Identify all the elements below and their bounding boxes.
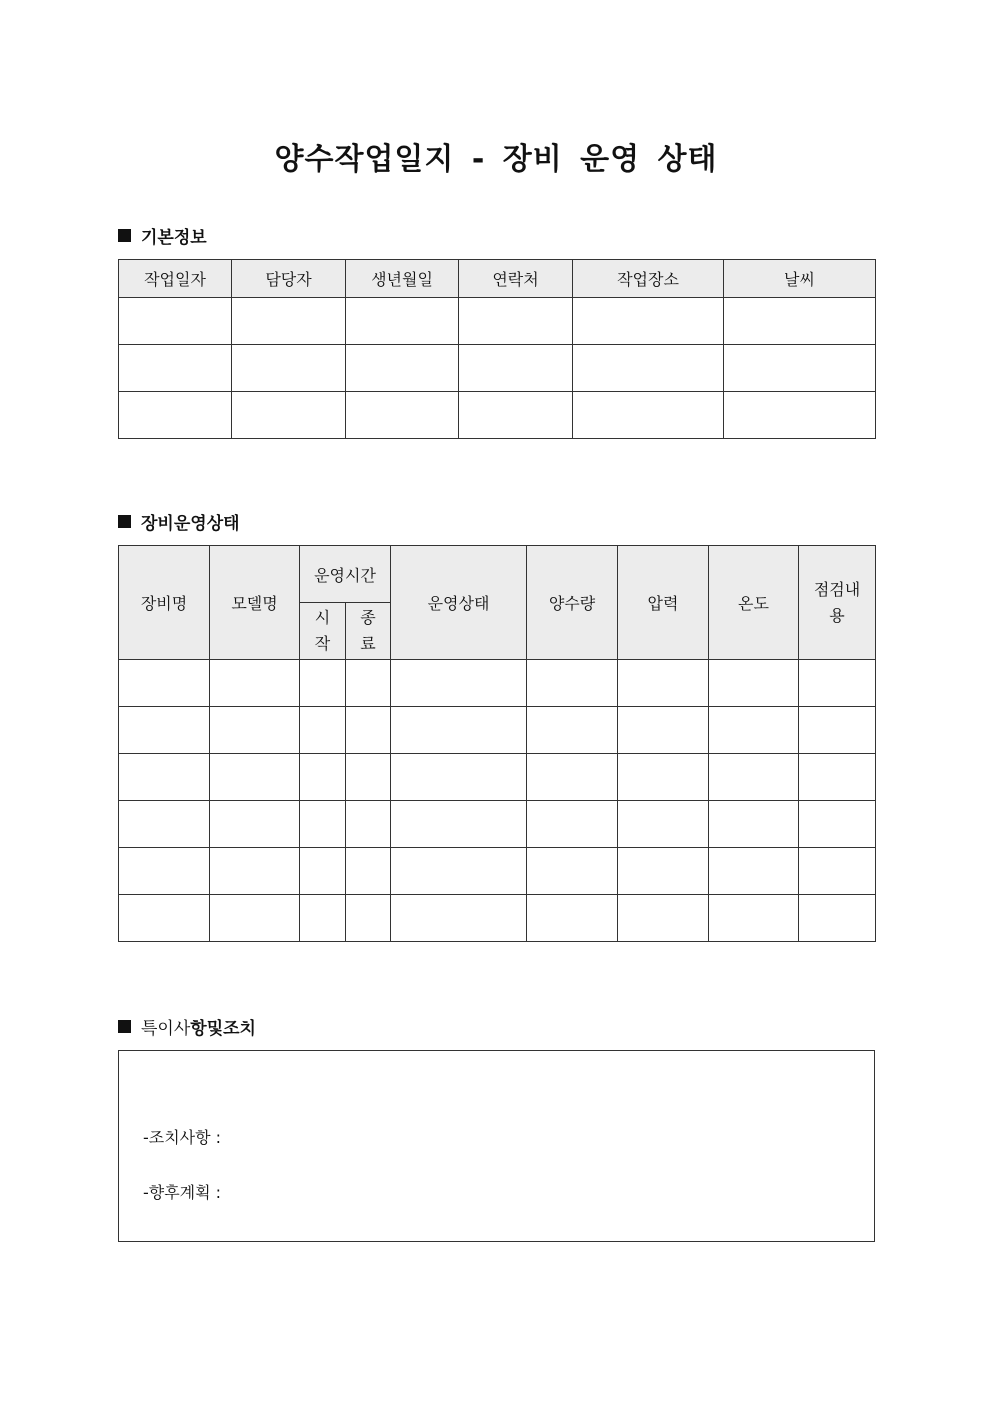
- table-cell[interactable]: [346, 298, 459, 345]
- square-bullet-icon: [118, 229, 131, 242]
- table-row: [119, 754, 876, 801]
- basic-info-table: [118, 259, 876, 439]
- table-cell[interactable]: [119, 754, 210, 801]
- table-cell[interactable]: [724, 392, 876, 439]
- section-notes-label-bold: 항및조치: [190, 1019, 256, 1039]
- table-cell[interactable]: [346, 754, 391, 801]
- table-cell[interactable]: [799, 754, 876, 801]
- table-cell[interactable]: [459, 392, 573, 439]
- table-cell[interactable]: [346, 392, 459, 439]
- table-cell[interactable]: [709, 754, 799, 801]
- header-start: [300, 603, 346, 660]
- header-start-line2: 작: [314, 634, 331, 653]
- table-cell[interactable]: [618, 754, 709, 801]
- table-cell[interactable]: [618, 660, 709, 707]
- header-temperature: 온도: [709, 546, 799, 660]
- section-equipment-status-heading: [118, 509, 240, 534]
- table-cell[interactable]: [573, 298, 724, 345]
- table-cell[interactable]: [391, 660, 527, 707]
- table-cell[interactable]: [300, 754, 346, 801]
- header-operating-status: 운영상태: [391, 546, 527, 660]
- table-cell[interactable]: [799, 895, 876, 942]
- table-cell[interactable]: [527, 801, 618, 848]
- table-cell[interactable]: [210, 801, 300, 848]
- table-row: [119, 298, 876, 345]
- header-end-line1: 종: [360, 608, 376, 627]
- header-pumping-volume: 양수량: [527, 546, 618, 660]
- table-cell[interactable]: [210, 660, 300, 707]
- table-header-row: [119, 546, 876, 603]
- section-notes-label-light: 특이사: [141, 1019, 191, 1039]
- table-cell[interactable]: [724, 298, 876, 345]
- table-cell[interactable]: [119, 298, 232, 345]
- table-cell[interactable]: [391, 801, 527, 848]
- table-cell[interactable]: [232, 345, 346, 392]
- table-row: [119, 707, 876, 754]
- notes-box[interactable]: [118, 1050, 875, 1242]
- table-cell[interactable]: [210, 707, 300, 754]
- header-model-name: 모델명: [210, 546, 300, 660]
- table-cell[interactable]: [300, 895, 346, 942]
- table-cell[interactable]: [709, 660, 799, 707]
- header-contact: 연락처: [459, 260, 573, 298]
- table-cell[interactable]: [300, 801, 346, 848]
- header-weather: 날씨: [724, 260, 876, 298]
- table-row: [119, 848, 876, 895]
- header-work-date: 작업일자: [119, 260, 232, 298]
- section-basic-info-label: 기본정보: [141, 228, 207, 248]
- table-header-row: [119, 260, 876, 298]
- table-cell[interactable]: [119, 707, 210, 754]
- header-inspection: [799, 546, 876, 660]
- table-cell[interactable]: [709, 895, 799, 942]
- table-cell[interactable]: [119, 801, 210, 848]
- table-cell[interactable]: [573, 392, 724, 439]
- table-cell[interactable]: [232, 298, 346, 345]
- table-cell[interactable]: [346, 660, 391, 707]
- table-cell[interactable]: [799, 660, 876, 707]
- table-cell[interactable]: [391, 754, 527, 801]
- table-cell[interactable]: [618, 848, 709, 895]
- table-cell[interactable]: [459, 298, 573, 345]
- table-cell[interactable]: [724, 345, 876, 392]
- square-bullet-icon: [118, 1020, 131, 1033]
- table-cell[interactable]: [210, 848, 300, 895]
- table-cell[interactable]: [618, 801, 709, 848]
- table-cell[interactable]: [527, 754, 618, 801]
- table-cell[interactable]: [119, 345, 232, 392]
- table-cell[interactable]: [346, 848, 391, 895]
- table-cell[interactable]: [346, 707, 391, 754]
- table-cell[interactable]: [527, 707, 618, 754]
- table-row: [119, 801, 876, 848]
- table-row: [119, 660, 876, 707]
- table-cell[interactable]: [618, 895, 709, 942]
- table-cell[interactable]: [300, 707, 346, 754]
- table-cell[interactable]: [210, 895, 300, 942]
- header-inspection-line2: 용: [829, 605, 845, 625]
- header-end-line2: 료: [360, 634, 376, 653]
- table-cell[interactable]: [709, 801, 799, 848]
- table-cell[interactable]: [391, 848, 527, 895]
- square-bullet-icon: [118, 515, 131, 528]
- header-end: [346, 603, 391, 660]
- table-cell[interactable]: [618, 707, 709, 754]
- header-manager: 담당자: [232, 260, 346, 298]
- table-cell[interactable]: [527, 895, 618, 942]
- table-row: [119, 345, 876, 392]
- equipment-status-table: [118, 545, 876, 942]
- table-row: [119, 392, 876, 439]
- table-cell[interactable]: [346, 345, 459, 392]
- table-cell[interactable]: [300, 660, 346, 707]
- future-plan-label: -향후계획 :: [143, 1183, 222, 1202]
- table-cell[interactable]: [799, 707, 876, 754]
- table-cell[interactable]: [300, 848, 346, 895]
- header-equipment-name: 장비명: [119, 546, 210, 660]
- table-cell[interactable]: [527, 848, 618, 895]
- action-taken-label: -조치사항 :: [143, 1128, 222, 1147]
- section-basic-info-heading: [118, 223, 207, 248]
- table-cell[interactable]: [573, 345, 724, 392]
- table-cell[interactable]: [799, 801, 876, 848]
- table-cell[interactable]: [459, 345, 573, 392]
- table-cell[interactable]: [799, 848, 876, 895]
- header-work-location: 작업장소: [573, 260, 724, 298]
- table-cell[interactable]: [527, 660, 618, 707]
- table-cell[interactable]: [391, 895, 527, 942]
- section-notes-heading: [118, 1014, 256, 1039]
- table-cell[interactable]: [391, 707, 527, 754]
- table-cell[interactable]: [119, 392, 232, 439]
- header-start-line1: 시: [314, 608, 331, 627]
- section-notes-label: [141, 1014, 256, 1039]
- table-cell[interactable]: [346, 801, 391, 848]
- table-cell[interactable]: [119, 895, 210, 942]
- table-cell[interactable]: [709, 848, 799, 895]
- table-row: [119, 895, 876, 942]
- section-equipment-status-label: 장비운영상태: [141, 514, 240, 534]
- table-cell[interactable]: [210, 754, 300, 801]
- table-cell[interactable]: [119, 848, 210, 895]
- table-cell[interactable]: [232, 392, 346, 439]
- header-operating-hours: 운영시간: [300, 546, 391, 603]
- header-birthdate: 생년월일: [346, 260, 459, 298]
- table-cell[interactable]: [709, 707, 799, 754]
- table-cell[interactable]: [346, 895, 391, 942]
- document-title: 양수작업일지 - 장비 운영 상태: [274, 142, 718, 177]
- header-inspection-line1: 점검내: [813, 579, 861, 599]
- table-cell[interactable]: [119, 660, 210, 707]
- header-pressure: 압력: [618, 546, 709, 660]
